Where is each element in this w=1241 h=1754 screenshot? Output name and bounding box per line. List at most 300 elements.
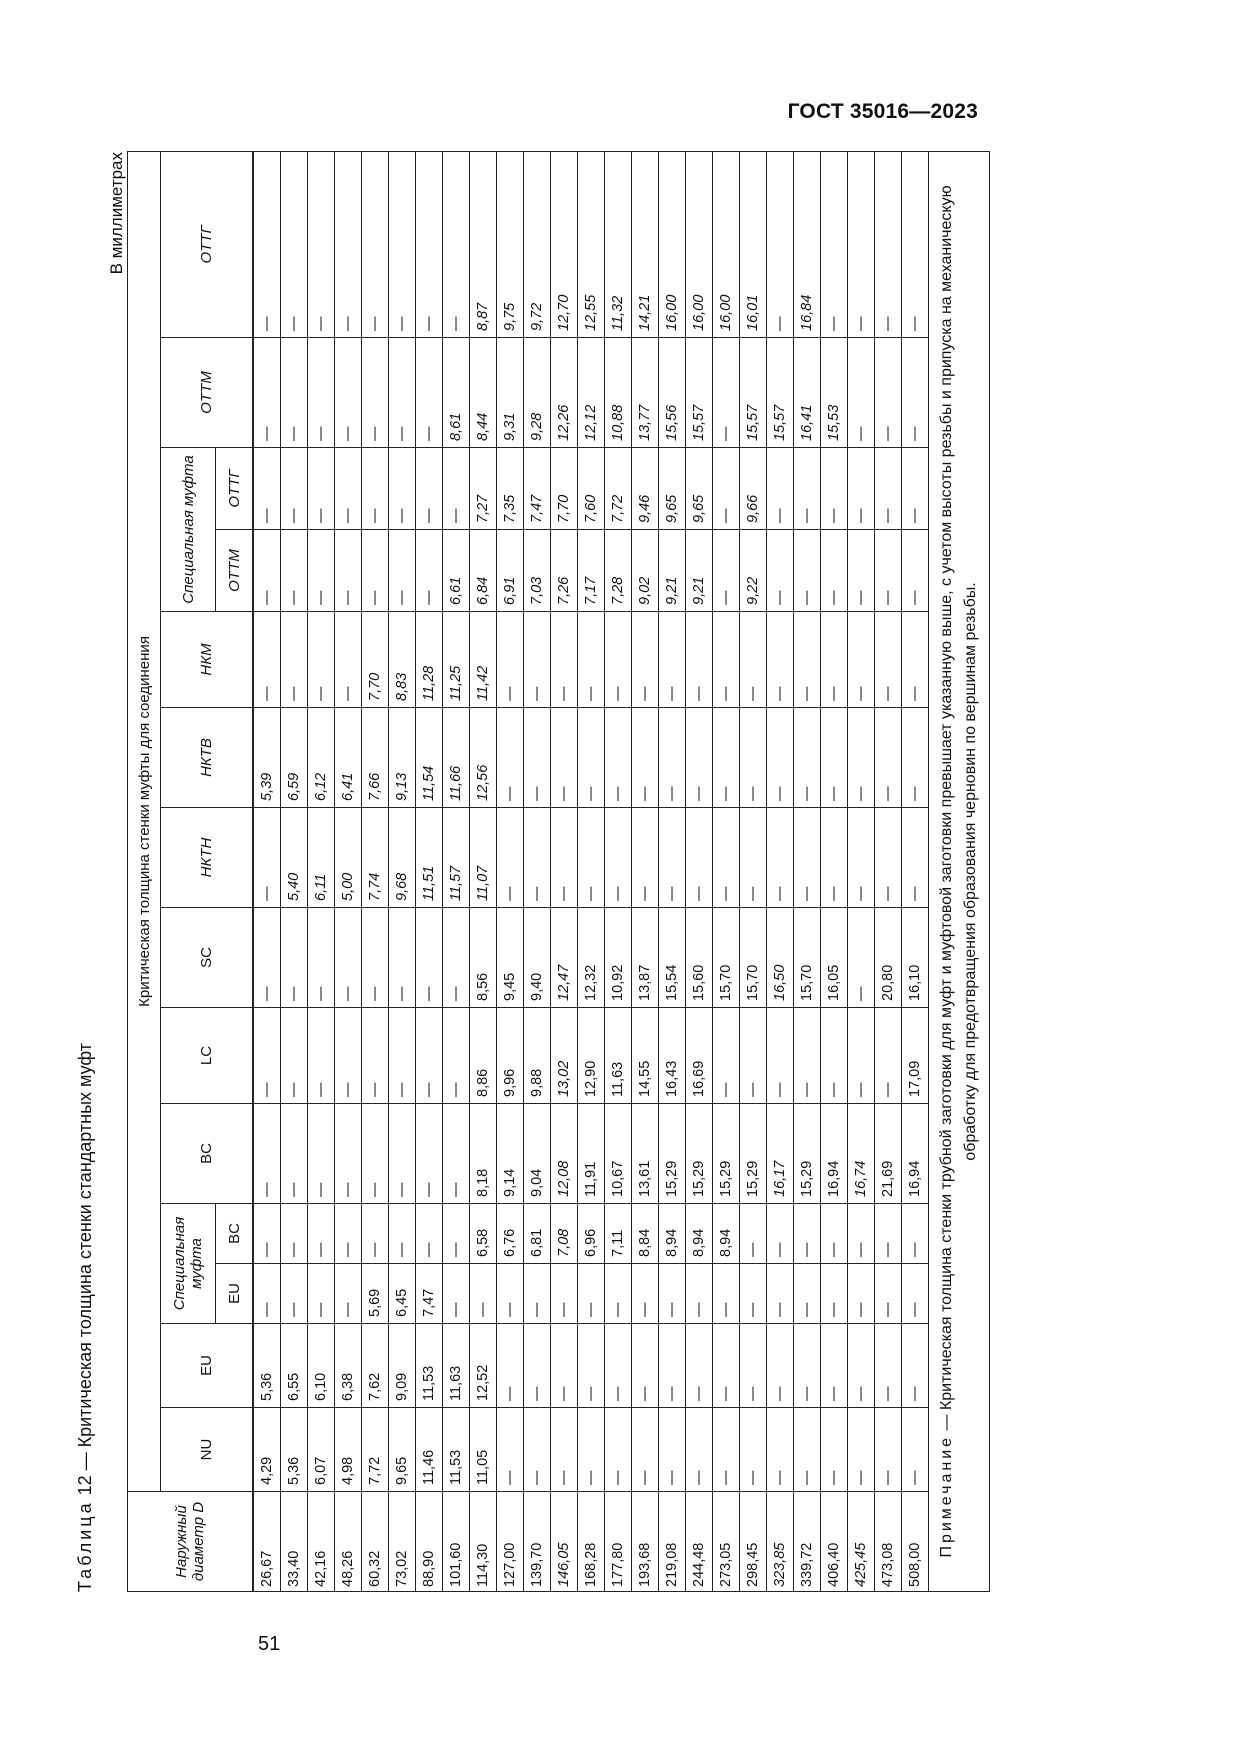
value-cell: — (389, 448, 416, 530)
value-cell: — (767, 808, 794, 908)
units-label: В миллиметрах (107, 152, 126, 275)
value-cell: — (821, 1008, 848, 1104)
value-cell: — (362, 908, 389, 1008)
value-cell: — (902, 1324, 929, 1408)
value-cell: 9,40 (524, 908, 551, 1008)
diameter-cell: 42,16 (308, 1492, 335, 1592)
value-cell: — (767, 1204, 794, 1264)
value-cell: 9,88 (524, 1008, 551, 1104)
header-nktn: НКТН (161, 808, 254, 908)
value-cell: — (308, 448, 335, 530)
value-cell: — (605, 1408, 632, 1492)
value-cell: 16,50 (767, 908, 794, 1008)
value-cell: — (389, 1204, 416, 1264)
table-row (848, 151, 875, 1591)
value-cell: 9,96 (497, 1008, 524, 1104)
value-cell: — (605, 612, 632, 708)
value-cell: 15,57 (686, 338, 713, 448)
value-cell: — (389, 530, 416, 612)
value-cell: — (848, 612, 875, 708)
value-cell: — (659, 1264, 686, 1324)
value-cell: — (902, 1264, 929, 1324)
value-cell: — (632, 808, 659, 908)
value-cell: — (362, 1204, 389, 1264)
value-cell: — (767, 1008, 794, 1104)
value-cell: 11,66 (443, 708, 470, 808)
value-cell: 11,57 (443, 808, 470, 908)
value-cell: 11,05 (470, 1408, 497, 1492)
value-cell: — (253, 1204, 281, 1264)
value-cell: — (416, 908, 443, 1008)
value-cell: 6,81 (524, 1204, 551, 1264)
header-ottm: ОТТМ (161, 338, 254, 448)
value-cell: — (902, 151, 929, 337)
value-cell: — (902, 1204, 929, 1264)
value-cell: 9,75 (497, 151, 524, 337)
header-special-eu: EU (216, 1264, 254, 1324)
value-cell: — (524, 1324, 551, 1408)
value-cell: 9,68 (389, 808, 416, 908)
value-cell: — (740, 708, 767, 808)
value-cell: — (389, 338, 416, 448)
value-cell: — (821, 448, 848, 530)
table-row (470, 151, 497, 1591)
value-cell: 12,52 (470, 1324, 497, 1408)
value-cell: 8,87 (470, 151, 497, 337)
value-cell: 16,17 (767, 1104, 794, 1204)
value-cell: 9,66 (740, 448, 767, 530)
value-cell: 5,36 (281, 1408, 308, 1492)
value-cell: 16,01 (740, 151, 767, 337)
table-title-prefix: Таблица (75, 1500, 95, 1592)
diameter-cell: 273,05 (713, 1492, 740, 1592)
value-cell: — (713, 338, 740, 448)
value-cell: 6,45 (389, 1264, 416, 1324)
table-row (632, 151, 659, 1591)
table-row (875, 151, 902, 1591)
value-cell: 16,00 (686, 151, 713, 337)
value-cell: — (767, 708, 794, 808)
value-cell: 16,00 (713, 151, 740, 337)
value-cell: 12,32 (578, 908, 605, 1008)
value-cell: 14,55 (632, 1008, 659, 1104)
value-cell: — (875, 708, 902, 808)
value-cell: — (389, 1008, 416, 1104)
header-nu: NU (161, 1408, 254, 1492)
value-cell: 6,58 (470, 1204, 497, 1264)
value-cell: 16,74 (848, 1104, 875, 1204)
value-cell: — (443, 908, 470, 1008)
header-lc: LC (161, 1008, 254, 1104)
value-cell: — (281, 338, 308, 448)
value-cell: — (335, 338, 362, 448)
value-cell: 11,91 (578, 1104, 605, 1204)
value-cell: — (902, 530, 929, 612)
value-cell: — (335, 530, 362, 612)
diameter-cell: 60,32 (362, 1492, 389, 1592)
value-cell: — (578, 1408, 605, 1492)
value-cell: 10,88 (605, 338, 632, 448)
value-cell: — (794, 1264, 821, 1324)
value-cell: 8,86 (470, 1008, 497, 1104)
value-cell: 6,38 (335, 1324, 362, 1408)
value-cell: — (875, 1264, 902, 1324)
value-cell: 15,54 (659, 908, 686, 1008)
value-cell: 6,12 (308, 708, 335, 808)
value-cell: — (605, 1264, 632, 1324)
value-cell: — (362, 338, 389, 448)
value-cell: — (443, 448, 470, 530)
value-cell: — (794, 1408, 821, 1492)
diameter-cell: 48,26 (335, 1492, 362, 1592)
diameter-cell: 298,45 (740, 1492, 767, 1592)
value-cell: — (821, 708, 848, 808)
value-cell: — (308, 1264, 335, 1324)
value-cell: — (848, 1008, 875, 1104)
value-cell: — (767, 1408, 794, 1492)
value-cell: 15,53 (821, 338, 848, 448)
diameter-cell: 339,72 (794, 1492, 821, 1592)
value-cell: 6,96 (578, 1204, 605, 1264)
value-cell: — (794, 708, 821, 808)
value-cell: 11,54 (416, 708, 443, 808)
value-cell: 16,84 (794, 151, 821, 337)
value-cell: 6,59 (281, 708, 308, 808)
value-cell: — (524, 808, 551, 908)
diameter-cell: 425,45 (848, 1492, 875, 1592)
value-cell: 6,55 (281, 1324, 308, 1408)
value-cell: — (578, 1324, 605, 1408)
value-cell: — (794, 1008, 821, 1104)
value-cell: — (848, 1204, 875, 1264)
value-cell: — (335, 1264, 362, 1324)
value-cell: — (524, 708, 551, 808)
value-cell: — (605, 1324, 632, 1408)
header-special-ottg: ОТТГ (216, 448, 254, 530)
table-row (308, 151, 335, 1591)
table-row (767, 151, 794, 1591)
value-cell: 11,63 (443, 1324, 470, 1408)
value-cell: 11,42 (470, 612, 497, 708)
value-cell: 16,05 (821, 908, 848, 1008)
diameter-cell: 406,40 (821, 1492, 848, 1592)
value-cell: — (740, 1324, 767, 1408)
value-cell: — (253, 612, 281, 708)
value-cell: — (713, 1324, 740, 1408)
value-cell: — (362, 530, 389, 612)
value-cell: 11,53 (416, 1324, 443, 1408)
value-cell: — (308, 612, 335, 708)
value-cell: 14,21 (632, 151, 659, 337)
value-cell: — (794, 530, 821, 612)
value-cell: 7,74 (362, 808, 389, 908)
value-cell: — (821, 1408, 848, 1492)
value-cell: — (632, 1408, 659, 1492)
header-group: Критическая толщина стенки муфты для соединения (128, 151, 161, 1491)
value-cell: — (740, 808, 767, 908)
value-cell: — (794, 808, 821, 908)
value-cell: — (821, 808, 848, 908)
value-cell: — (281, 448, 308, 530)
table-row (740, 151, 767, 1591)
value-cell: 16,94 (902, 1104, 929, 1204)
value-cell: — (335, 1104, 362, 1204)
value-cell: 12,70 (551, 151, 578, 337)
value-cell: 4,98 (335, 1408, 362, 1492)
value-cell: — (578, 612, 605, 708)
value-cell: — (253, 908, 281, 1008)
value-cell: 8,18 (470, 1104, 497, 1204)
value-cell: 15,60 (686, 908, 713, 1008)
value-cell: 7,35 (497, 448, 524, 530)
value-cell: — (794, 1204, 821, 1264)
value-cell: — (632, 1324, 659, 1408)
value-cell: 12,08 (551, 1104, 578, 1204)
value-cell: 9,13 (389, 708, 416, 808)
value-cell: 16,10 (902, 908, 929, 1008)
value-cell: — (497, 612, 524, 708)
value-cell: — (524, 1408, 551, 1492)
value-cell: — (875, 612, 902, 708)
value-cell: — (875, 338, 902, 448)
table-row (902, 151, 929, 1591)
value-cell: — (821, 1264, 848, 1324)
value-cell: — (713, 448, 740, 530)
value-cell: — (848, 808, 875, 908)
value-cell: 16,69 (686, 1008, 713, 1104)
header-nktv: НКТВ (161, 708, 254, 808)
value-cell: 13,02 (551, 1008, 578, 1104)
diameter-cell: 33,40 (281, 1492, 308, 1592)
rotated-table-sheet (67, 152, 979, 1592)
diameter-cell: 139,70 (524, 1492, 551, 1592)
table-row (794, 151, 821, 1591)
value-cell: — (713, 808, 740, 908)
value-cell: — (335, 1008, 362, 1104)
value-cell: — (848, 338, 875, 448)
value-cell: 11,32 (605, 151, 632, 337)
value-cell: — (416, 1104, 443, 1204)
value-cell: 7,47 (416, 1264, 443, 1324)
value-cell: 12,90 (578, 1008, 605, 1104)
value-cell: 15,29 (794, 1104, 821, 1204)
value-cell: — (605, 808, 632, 908)
value-cell: 15,56 (659, 338, 686, 448)
header-eu: EU (161, 1324, 254, 1408)
value-cell: — (253, 448, 281, 530)
value-cell: — (875, 1204, 902, 1264)
value-cell: 17,09 (902, 1008, 929, 1104)
value-cell: 8,83 (389, 612, 416, 708)
value-cell: — (659, 1408, 686, 1492)
value-cell: — (632, 612, 659, 708)
value-cell: — (902, 708, 929, 808)
value-cell: — (713, 1264, 740, 1324)
value-cell: — (713, 708, 740, 808)
value-cell: 9,14 (497, 1104, 524, 1204)
value-cell: — (875, 1408, 902, 1492)
value-cell: 9,04 (524, 1104, 551, 1204)
value-cell: 6,07 (308, 1408, 335, 1492)
value-cell: — (848, 1324, 875, 1408)
value-cell: — (875, 808, 902, 908)
value-cell: — (848, 708, 875, 808)
value-cell: 7,60 (578, 448, 605, 530)
value-cell: — (875, 530, 902, 612)
value-cell: — (848, 530, 875, 612)
value-cell: — (443, 1264, 470, 1324)
table-body (253, 151, 929, 1591)
value-cell: 9,65 (659, 448, 686, 530)
table-row (253, 151, 281, 1591)
value-cell: — (253, 1264, 281, 1324)
value-cell: 11,53 (443, 1408, 470, 1492)
value-cell: — (389, 1104, 416, 1204)
diameter-cell: 127,00 (497, 1492, 524, 1592)
value-cell: — (253, 338, 281, 448)
value-cell: — (659, 708, 686, 808)
value-cell: 12,26 (551, 338, 578, 448)
value-cell: — (578, 808, 605, 908)
value-cell: 5,69 (362, 1264, 389, 1324)
value-cell: — (740, 1408, 767, 1492)
value-cell: — (253, 530, 281, 612)
value-cell: — (848, 448, 875, 530)
value-cell: 7,72 (362, 1408, 389, 1492)
value-cell: — (551, 1264, 578, 1324)
value-cell: — (524, 1264, 551, 1324)
table-row (551, 151, 578, 1591)
value-cell: 15,29 (740, 1104, 767, 1204)
value-cell: — (902, 448, 929, 530)
value-cell: 7,72 (605, 448, 632, 530)
value-cell: 6,91 (497, 530, 524, 612)
value-cell: 7,27 (470, 448, 497, 530)
diameter-cell: 26,67 (253, 1492, 281, 1592)
value-cell: 8,44 (470, 338, 497, 448)
diameter-cell: 508,00 (902, 1492, 929, 1592)
value-cell: 11,51 (416, 808, 443, 908)
value-cell: — (443, 151, 470, 337)
value-cell: 12,12 (578, 338, 605, 448)
value-cell: — (551, 808, 578, 908)
value-cell: — (497, 808, 524, 908)
value-cell: — (659, 808, 686, 908)
value-cell: — (632, 708, 659, 808)
value-cell: — (686, 1264, 713, 1324)
value-cell: — (308, 1104, 335, 1204)
header-special-coupling-2: Специальная муфта (161, 448, 216, 612)
value-cell: — (713, 1008, 740, 1104)
value-cell: — (443, 1204, 470, 1264)
value-cell: — (362, 1008, 389, 1104)
value-cell: 12,47 (551, 908, 578, 1008)
value-cell: — (253, 1008, 281, 1104)
value-cell: 6,84 (470, 530, 497, 612)
value-cell: 9,65 (686, 448, 713, 530)
value-cell: 13,87 (632, 908, 659, 1008)
value-cell: 11,07 (470, 808, 497, 908)
header-sc: SC (161, 908, 254, 1008)
header-nkm: НКМ (161, 612, 254, 708)
value-cell: 6,76 (497, 1204, 524, 1264)
value-cell: 5,39 (253, 708, 281, 808)
value-cell: 11,46 (416, 1408, 443, 1492)
value-cell: — (767, 448, 794, 530)
value-cell: 6,61 (443, 530, 470, 612)
value-cell: 11,28 (416, 612, 443, 708)
value-cell: 9,65 (389, 1408, 416, 1492)
diameter-cell: 219,08 (659, 1492, 686, 1592)
value-cell: 10,67 (605, 1104, 632, 1204)
table-title (75, 1043, 96, 1592)
diameter-cell: 88,90 (416, 1492, 443, 1592)
value-cell: 8,94 (659, 1204, 686, 1264)
value-cell: 8,94 (713, 1204, 740, 1264)
value-cell: 6,11 (308, 808, 335, 908)
value-cell: — (551, 612, 578, 708)
value-cell: 6,41 (335, 708, 362, 808)
value-cell: 10,92 (605, 908, 632, 1008)
value-cell: 15,29 (713, 1104, 740, 1204)
table-row (362, 151, 389, 1591)
table-row (713, 151, 740, 1591)
value-cell: — (713, 1408, 740, 1492)
value-cell: — (551, 708, 578, 808)
note-lead: Примечание (938, 1434, 955, 1558)
value-cell: — (848, 908, 875, 1008)
diameter-cell: 101,60 (443, 1492, 470, 1592)
page-number: 51 (258, 1633, 281, 1655)
diameter-cell: 146,05 (551, 1492, 578, 1592)
value-cell: 11,25 (443, 612, 470, 708)
value-cell: — (497, 708, 524, 808)
table-row (524, 151, 551, 1591)
value-cell: 15,70 (740, 908, 767, 1008)
value-cell: 16,94 (821, 1104, 848, 1204)
diameter-cell: 323,85 (767, 1492, 794, 1592)
value-cell: 20,80 (875, 908, 902, 1008)
value-cell: — (632, 1264, 659, 1324)
value-cell: 9,02 (632, 530, 659, 612)
value-cell: — (605, 708, 632, 808)
table-row (335, 151, 362, 1591)
value-cell: 16,43 (659, 1008, 686, 1104)
value-cell: 12,55 (578, 151, 605, 337)
value-cell: 4,29 (253, 1408, 281, 1492)
value-cell: 9,21 (686, 530, 713, 612)
value-cell: — (308, 1204, 335, 1264)
value-cell: 16,00 (659, 151, 686, 337)
value-cell: — (281, 1264, 308, 1324)
value-cell: 9,46 (632, 448, 659, 530)
value-cell: — (794, 612, 821, 708)
value-cell: — (875, 151, 902, 337)
value-cell: — (551, 1324, 578, 1408)
value-cell: 9,28 (524, 338, 551, 448)
value-cell: — (902, 338, 929, 448)
value-cell: — (767, 530, 794, 612)
value-cell: 12,56 (470, 708, 497, 808)
document-code: ГОСТ 35016—2023 (787, 100, 978, 123)
value-cell: — (821, 612, 848, 708)
value-cell: 15,70 (713, 908, 740, 1008)
table-row (389, 151, 416, 1591)
value-cell: — (389, 151, 416, 337)
value-cell: — (821, 151, 848, 337)
value-cell: — (848, 1408, 875, 1492)
value-cell: — (686, 612, 713, 708)
